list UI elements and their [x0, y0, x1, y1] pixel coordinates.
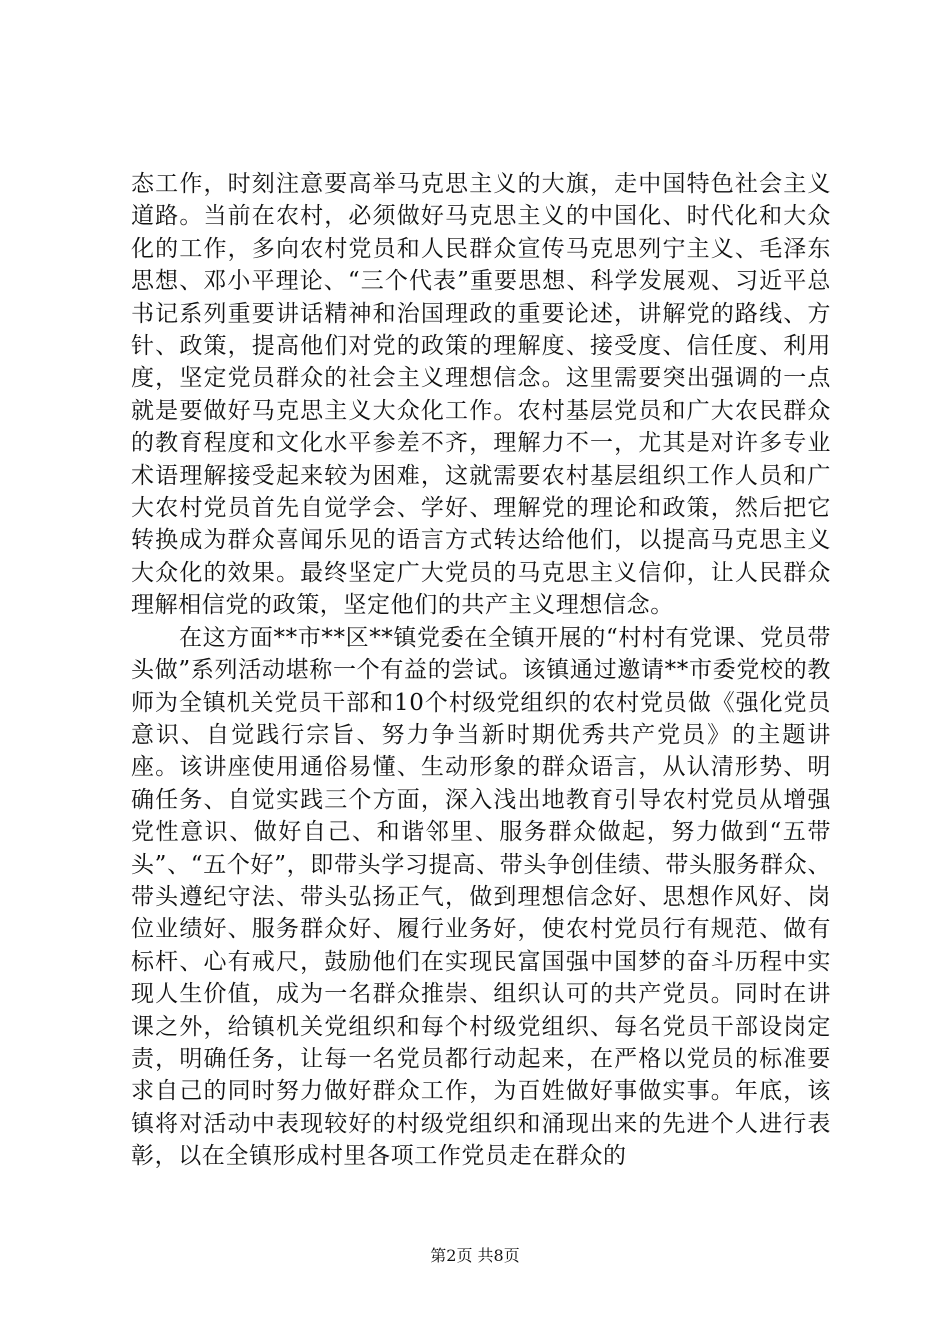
paragraph-continuation: 态工作，时刻注意要高举马克思主义的大旗，走中国特色社会主义道路。当前在农村，必须做好马克思主义的中国化、时代化和大众化的工作，多向农村党员和人民群众宣传马克思列宁主义、毛泽东思想、邓小平理论、“三个代表”重要思想、科学发展观、习近平总书记系列重要讲话精神和治国理政的重要论述，讲解党的路线、方针、政策，提高他们对党的政策的理解度、接受度、信任度、利用度，坚定党员群众的社会主义理想信念。这里需要突出强调的一点就是要做好马克思主义大众化工作。农村基层党员和广大农民群众的教育程度和文化水平参差不齐，理解力不一，尤其是对许多专业术语理解接受起来较为困难，这就需要农村基层组织工作人员和广大农村党员首先自觉学会、学好、理解党的理论和政策，然后把它转换成为群众喜闻乐见的语言方式转达给他们，以提高马克思主义大众化的效果。最终坚定广大党员的马克思主义信仰，让人民群众理解相信党的政策，坚定他们的共产主义理想信念。 [131, 171, 831, 619]
page-footer: 第2页 共8页 [430, 1246, 520, 1265]
document-body [131, 168, 831, 1173]
paragraph-example: 在这方面**市**区**镇党委在全镇开展的“村村有党课、党员带头做”系列活动堪称一个有益的尝试。该镇通过邀请**市委党校的教师为全镇机关党员干部和10个村级党组织的农村党员做《强化党员意识、自觉践行宗旨、努力争当新时期优秀共产党员》的主题讲座。该讲座使用通俗易懂、生动形象的群众语言，从认清形势、明确任务、自觉实践三个方面，深入浅出地教育引导农村党员从增强党性意识、做好自己、和谐邻里、服务群众做起，努力做到“五带头”、“五个好”，即带头学习提高、带头争创佳绩、带头服务群众、带头遵纪守法、带头弘扬正气，做到理想信念好、思想作风好、岗位业绩好、服务群众好、履行业务好，使农村党员行有规范、做有标杆、心有戒尺，鼓励他们在实现民富国强中国梦的奋斗历程中实现人生价值，成为一名群众推崇、组织认可的共产党员。同时在讲课之外，给镇机关党组织和每个村级党组织、每名党员干部设岗定责，明确任务，让每一名党员都行动起来，在严格以党员的标准要求自己的同时努力做好群众工作，为百姓做好事做实事。年底，该镇将对活动中表现较好的村级党组织和涌现出来的先进个人进行表彰，以在全镇形成村里各项工作党员走在群众的 [131, 624, 831, 1170]
